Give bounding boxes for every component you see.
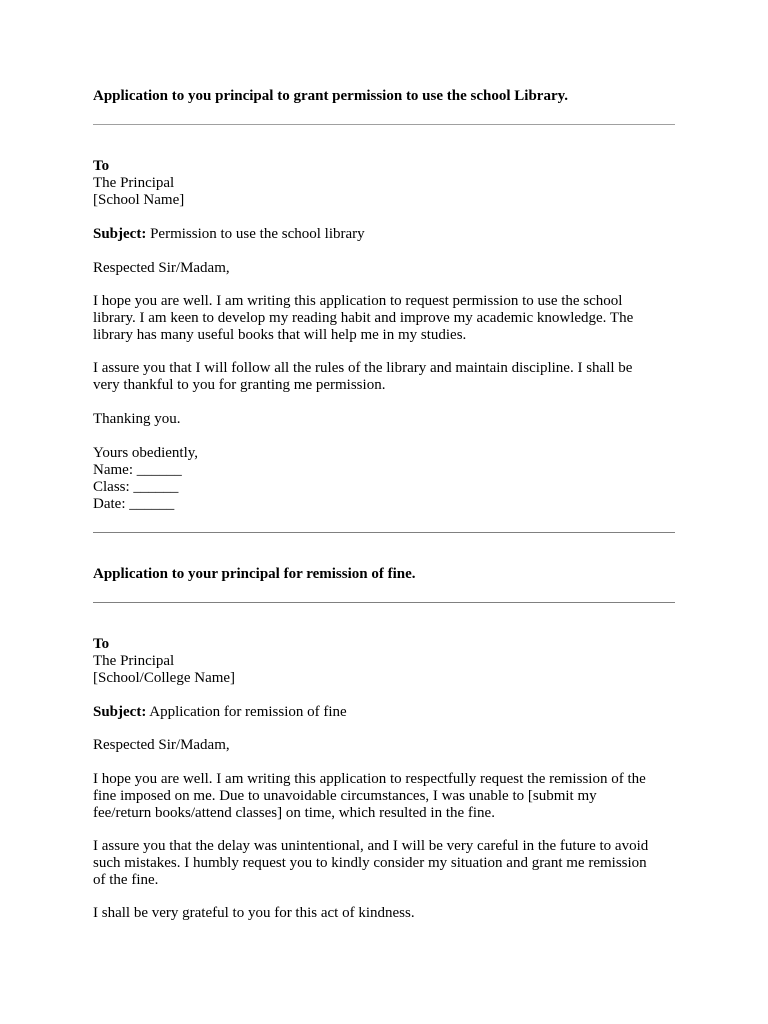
letter1-p1-line: I hope you are well. I am writing this application to request permission to use the school <box>93 293 623 309</box>
letter2-subject-label: Subject: <box>93 704 147 720</box>
letter2-title: Application to your principal for remission of fine. <box>93 566 416 582</box>
letter1-subject-text: Permission to use the school library <box>146 226 365 242</box>
letter2-p2-line: such mistakes. I humbly request you to kindly consider my situation and grant me remission <box>93 855 647 871</box>
letter1-class-line: Class: ______ <box>93 479 179 495</box>
letter1-to: To <box>93 158 110 174</box>
letter1-recipient: The Principal <box>93 175 175 191</box>
letter2-p2-line: I assure you that the delay was unintentional, and I will be very careful in the future to avoid <box>93 838 649 854</box>
letter1-closing: Yours obediently, <box>93 445 199 461</box>
letter2-paragraph-1 <box>93 771 663 822</box>
letter2-address-block <box>93 636 235 687</box>
letter1-subject <box>93 226 365 243</box>
letter2-p1-line: fine imposed on me. Due to unavoidable circumstances, I was unable to [submit my <box>93 788 597 804</box>
letter1-title-divider <box>93 124 675 125</box>
letter1-title: Application to you principal to grant permission to use the school Library. <box>93 88 569 104</box>
letter-separator <box>93 532 675 533</box>
letter1-date-line: Date: ______ <box>93 496 175 512</box>
letter1-paragraph-1 <box>93 293 663 344</box>
letter1-address-block <box>93 158 184 209</box>
letter1-p1-line: library. I am keen to develop my reading habit and improve my academic knowledge. The <box>93 310 634 326</box>
letter2-p2-line: of the fine. <box>93 872 159 888</box>
letter2-p1-line: I hope you are well. I am writing this application to respectfully request the remission of the <box>93 771 646 787</box>
letter1-institution: [School Name] <box>93 192 185 208</box>
letter1-name-line: Name: ______ <box>93 462 182 478</box>
letter2-paragraph-3: I shall be very grateful to you for this act of kindness. <box>93 905 415 921</box>
letter2-salutation: Respected Sir/Madam, <box>93 737 230 753</box>
letter1-subject-label: Subject: <box>93 226 147 242</box>
letter2-paragraph-2 <box>93 838 663 889</box>
letter2-p1-line: fee/return books/attend classes] on time, which resulted in the fine. <box>93 805 495 821</box>
letter1-p1-line: library has many useful books that will help me in my studies. <box>93 327 467 343</box>
letter2-institution: [School/College Name] <box>93 670 236 686</box>
letter1-p2-line: I assure you that I will follow all the rules of the library and maintain discipline. I shall be <box>93 360 633 376</box>
letter2-subject <box>93 704 347 721</box>
letter1-paragraph-2 <box>93 360 663 394</box>
letter1-signature-block <box>93 445 198 513</box>
letter1-salutation: Respected Sir/Madam, <box>93 260 230 276</box>
letter2-recipient: The Principal <box>93 653 175 669</box>
letter1-p2-line: very thankful to you for granting me permission. <box>93 377 386 393</box>
letter2-to: To <box>93 636 110 652</box>
letter1-thanks: Thanking you. <box>93 411 181 427</box>
letter2-title-divider <box>93 602 675 603</box>
letter2-subject-text: Application for remission of fine <box>146 704 347 720</box>
